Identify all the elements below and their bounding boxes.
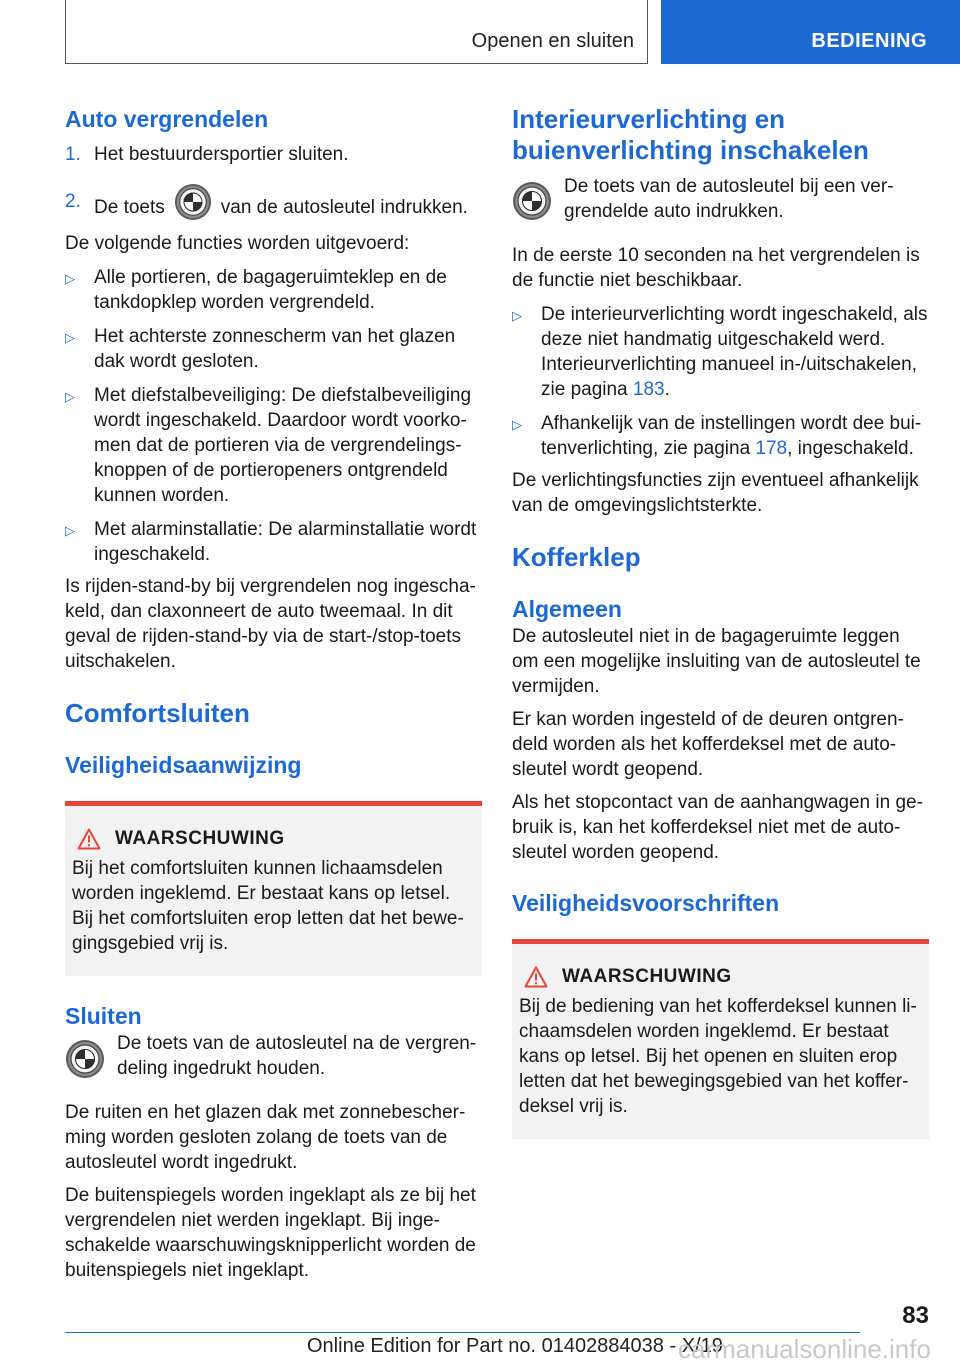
watermark: carmanualsonline.info xyxy=(678,1334,931,1364)
warning-text: Bij het comfortsluiten kunnen lichaamsdelen worden ingeklemd. Er bestaat kans op letsel. Bij het comfortsluiten erop letten dat het bewegingsgebied vrij is. xyxy=(72,858,464,954)
close-paragraph-2: De buitenspiegels worden ingeklapt als ze bij het vergrendelen niet werden ingeklapt. Bij ingeschakelde waarschuwingsknipperlicht worden de buitenspiegels niet ingeklapt. xyxy=(65,1185,476,1281)
list-item xyxy=(65,265,482,315)
list-item-text-main: Afhankelijk van de instellingen wordt dee buitenverlichting, zie pagina xyxy=(541,413,922,459)
edition-note: Online Edition for Part no. 01402884038 - X/19 xyxy=(307,1335,723,1357)
chapter-tab: BEDIENING xyxy=(661,0,960,64)
step-1 xyxy=(65,142,482,167)
warning-title xyxy=(519,966,922,988)
list-item-text: Alle portieren, de bagageruimteklep en de tankdopklep worden vergrendeld. xyxy=(94,267,447,313)
light-key-instruction xyxy=(512,174,929,224)
step-number: 2. xyxy=(65,191,81,212)
warning-text: Bij de bediening van het kofferdeksel kunnen lichaamsdelen worden ingeklemd. Er bestaat kans op letsel. Bij het openen en sluiten erop letten dat het bewegingsgebied van het kofferdeksel vrij is. xyxy=(519,996,917,1117)
heading-safety-rules: Veiligheidsvoorschriften xyxy=(512,890,780,916)
list-item-text: Met alarminstallatie: De alarminstallatie wordt ingeschakeld. xyxy=(94,519,477,565)
section-title: Openen en sluiten xyxy=(471,30,634,52)
heading-comfort: Comfortsluiten xyxy=(65,698,250,728)
close-paragraph-1: De ruiten en het glazen dak met zonnebescherming worden gesloten zolang de toets van de autosleutel wordt ingedrukt. xyxy=(65,1102,466,1173)
page-link-178[interactable]: 178 xyxy=(755,438,788,459)
heading-lighting: Interieurverlichting en buienverlichting inschakelen xyxy=(512,104,869,165)
general-paragraph-3: Als het stopcontact van de aanhangwagen in gebruik is, kan het kofferdeksel niet met de autosleutel worden geopend. xyxy=(512,792,923,863)
warning-label: WAARSCHUWING xyxy=(115,828,285,849)
step-text xyxy=(94,189,468,227)
step-number: 1. xyxy=(65,144,81,165)
general-paragraph-1: De autosleutel niet in de bagageruimte leggen om een mogelijke insluiting van de autosleutel te vermijden. xyxy=(512,626,921,697)
triangle-bullet-icon: ▷ xyxy=(65,271,75,286)
warning-title xyxy=(72,828,475,850)
warning-triangle-icon xyxy=(524,966,548,988)
triangle-bullet-icon: ▷ xyxy=(512,308,522,323)
list-item xyxy=(65,383,482,508)
bmw-key-button-icon xyxy=(65,1039,105,1079)
step-2 xyxy=(65,189,482,227)
list-item xyxy=(65,517,482,567)
heading-close: Sluiten xyxy=(65,1003,142,1029)
bmw-key-button-icon xyxy=(512,181,552,221)
warning-box xyxy=(65,801,482,976)
list-item-text-main: De interieurverlichting wordt ingeschakeld, als deze niet handmatig uitgeschakeld werd. Interieurverlichting manueel in-/uitschakelen, zie pagina xyxy=(541,304,928,400)
list-item-text xyxy=(541,411,929,461)
list-item-text xyxy=(541,302,929,402)
list-item xyxy=(65,324,482,374)
page-link-183[interactable]: 183 xyxy=(632,379,665,400)
heading-safety: Veiligheidsaanwijzing xyxy=(65,752,302,778)
step-text: Het bestuurdersportier sluiten. xyxy=(94,144,349,165)
heading-lock: Auto vergrendelen xyxy=(65,106,269,132)
light-key-text: De toets van de autosleutel bij een vergrendelde auto indrukken. xyxy=(564,176,894,222)
functions-intro: De volgende functies worden uitgevoerd: xyxy=(65,233,410,254)
list-item xyxy=(512,411,929,461)
warning-label: WAARSCHUWING xyxy=(562,966,732,987)
step-text-post: van de autosleutel indrukken. xyxy=(220,197,468,219)
light-paragraph-2: De verlichtingsfuncties zijn eventueel afhankelijk van de omgevingslichtsterkte. xyxy=(512,470,919,516)
right-column xyxy=(512,100,929,1139)
page-number: 83 xyxy=(902,1302,929,1329)
heading-general: Algemeen xyxy=(512,596,622,622)
triangle-bullet-icon: ▷ xyxy=(65,389,75,404)
list-item-text-end: , ingeschakeld. xyxy=(787,438,914,459)
bmw-key-button-icon xyxy=(174,183,212,221)
triangle-bullet-icon: ▷ xyxy=(65,330,75,345)
close-key-instruction xyxy=(65,1031,482,1081)
standby-note: Is rijden-stand-by bij vergrendelen nog ingeschakeld, dan claxonneert de auto tweemaal. In dit geval de rijden-stand-by via de start-/stop-toets uitschakelen. xyxy=(65,576,476,672)
triangle-bullet-icon: ▷ xyxy=(512,417,522,432)
footer-divider xyxy=(65,1332,860,1333)
general-paragraph-2: Er kan worden ingesteld of de deuren ontgrendeld worden als het kofferdeksel met de autosleutel wordt geopend. xyxy=(512,709,904,780)
light-paragraph-1: In de eerste 10 seconden na het vergrendelen is de functie niet beschikbaar. xyxy=(512,245,920,291)
left-column xyxy=(65,100,482,1283)
step-text-pre: De toets xyxy=(94,197,165,219)
list-item xyxy=(512,302,929,402)
list-item-text: Het achterste zonnescherm van het glazen dak wordt gesloten. xyxy=(94,326,456,372)
triangle-bullet-icon: ▷ xyxy=(65,523,75,538)
list-item-text: Met diefstalbeveiliging: De diefstalbeveiliging wordt ingeschakeld. Daardoor wordt voorkomen dat de portieren via de vergrendelingsknoppen of de portieropeners ontgrendeld kunnen worden. xyxy=(94,385,472,506)
list-item-text-end: . xyxy=(664,379,670,400)
warning-triangle-icon xyxy=(77,828,101,850)
heading-trunk: Kofferklep xyxy=(512,542,641,572)
warning-box xyxy=(512,939,929,1139)
close-key-text: De toets van de autosleutel na de vergrendeling ingedrukt houden. xyxy=(117,1033,477,1079)
